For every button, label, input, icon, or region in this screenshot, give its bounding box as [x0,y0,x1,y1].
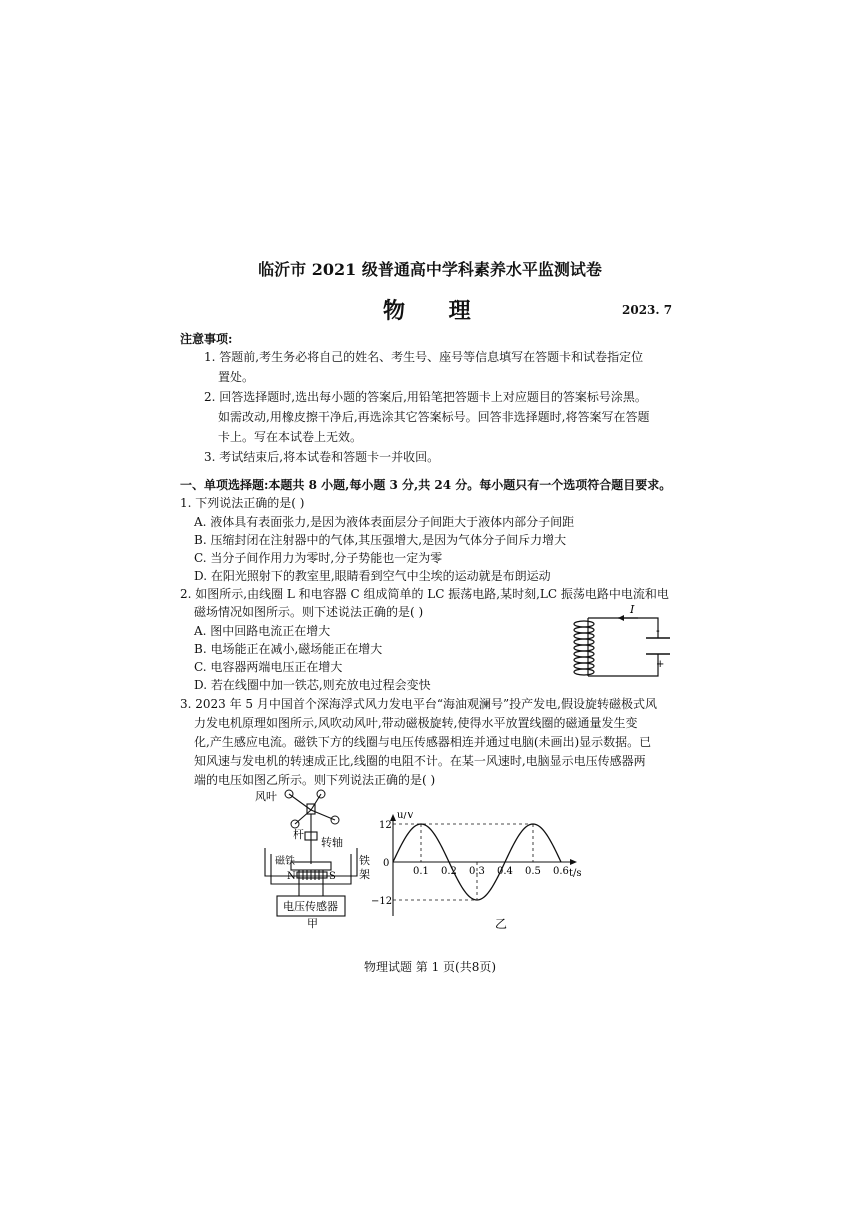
current-arrow-icon [618,615,638,621]
exam-title: 临沂市 2021 级普通高中学科素养水平监测试卷 [258,260,602,279]
caption-jia: 甲 [307,917,318,929]
q2-option-b: B. 电场能正在减小,磁场能正在增大 [194,642,383,656]
q2-stem-cont: 磁场情况如图所示。则下述说法正确的是( ) [194,605,424,619]
x-tick-label: 0.3 [469,866,485,877]
notice-line: 卡上。写在本试卷上无效。 [218,430,363,444]
q1-option-d: D. 在阳光照射下的教室里,眼睛看到空气中尘埃的运动就是布朗运动 [194,569,551,583]
subject-title: 物 理 [383,298,489,324]
y-tick-label: −12 [371,896,393,907]
x-tick-label: 0.2 [441,866,457,877]
q3-line: 知风速与发电机的转速成正比,线圈的电阻不计。在某一风速时,电脑显示电压传感器两 [194,754,646,768]
circuit-wire [588,654,658,676]
label-frame-1: 铁 [359,854,370,867]
x-axis-label: t/s [569,868,582,879]
notice-heading: 注意事项: [180,332,233,346]
capacitor-plus: + [656,659,665,670]
fan-arm [295,810,311,824]
notice-line: 1. 答题前,考生务必将自己的姓名、考生号、座号等信息填写在答题卡和试卷指定位 [204,350,644,364]
label-magnet: 磁铁 [275,856,295,867]
caption-yi: 乙 [495,917,508,931]
q2-option-d: D. 若在线圈中加一铁芯,则充放电过程会变快 [194,678,431,692]
exam-date: 2023. 7 [622,303,673,317]
notice-line: 置处。 [218,370,255,384]
label-s-pole: S [329,871,336,882]
x-tick-label: 0.6 [553,866,569,877]
q3-line: 化,产生感应电流。磁铁下方的线圈与电压传感器相连并通过电脑(未画出)显示数据。已 [194,735,652,749]
y-axis-label: u/V [397,812,415,821]
x-tick-label: 0.5 [525,866,541,877]
label-frame-2: 架 [359,868,370,881]
x-tick-label: 0.4 [497,866,513,877]
coil-windings [299,870,323,880]
q1-option-c: C. 当分子间作用力为零时,分子势能也一定为零 [194,551,443,565]
q2-option-a: A. 图中回路电流正在增大 [194,624,331,638]
q1-option-b: B. 压缩封闭在注射器中的气体,其压强增大,是因为气体分子间斥力增大 [194,533,567,547]
section-heading: 一、单项选择题:本题共 8 小题,每小题 3 分,共 24 分。每小题只有一个选项符合题目要求。 [180,478,672,492]
lc-circuit-figure [560,604,670,688]
q2-stem: 2. 如图所示,由线圈 L 和电容器 C 组成简单的 LC 振荡电路,某时刻,LC 振荡电路中电流和电 [180,587,669,601]
current-label: I [630,604,635,616]
q1-option-a: A. 液体具有表面张力,是因为液体表面层分子间距大于液体内部分子间距 [194,515,575,529]
page-footer: 物理试题 第 1 页(共8页) [363,960,497,974]
x-axis-arrow-icon [570,859,577,865]
q3-line: 端的电压如图乙所示。则下列说法正确的是( ) [194,773,436,787]
wind-generator-figure [255,784,375,929]
y-tick-label: 12 [379,820,392,831]
label-fan: 风叶 [255,790,277,803]
voltage-time-chart [365,812,595,932]
y-tick-label: 0 [383,858,390,869]
inductor-coil [574,618,594,676]
notice-line: 2. 回答选择题时,选出每小题的答案后,用铅笔把答题卡上对应题目的答案标号涂黑。 [204,390,647,404]
notice-line: 如需改动,用橡皮擦干净后,再选涂其它答案标号。回答非选择题时,将答案写在答题 [218,410,650,424]
circuit-wire [588,618,658,638]
q3-line: 3. 2023 年 5 月中国首个深海浮式风力发电平台“海油观澜号”投产发电,假设旋转磁极式风 [180,697,657,711]
notice-line: 3. 考试结束后,将本试卷和答题卡一并收回。 [204,450,440,464]
q1-stem: 1. 下列说法正确的是( ) [180,496,305,510]
label-shaft: 转轴 [321,836,343,849]
x-tick-label: 0.1 [413,866,429,877]
q3-line: 力发电机原理如图所示,风吹动风叶,带动磁极旋转,使得水平放置线圈的磁通量发生变 [194,716,638,730]
q2-option-c: C. 电容器两端电压正在增大 [194,660,343,674]
capacitor-minus: - [656,624,660,637]
label-rod: 杆 [293,828,304,841]
label-sensor: 电压传感器 [283,900,338,913]
label-n-pole: N [287,871,296,882]
fan-arm [311,794,321,810]
